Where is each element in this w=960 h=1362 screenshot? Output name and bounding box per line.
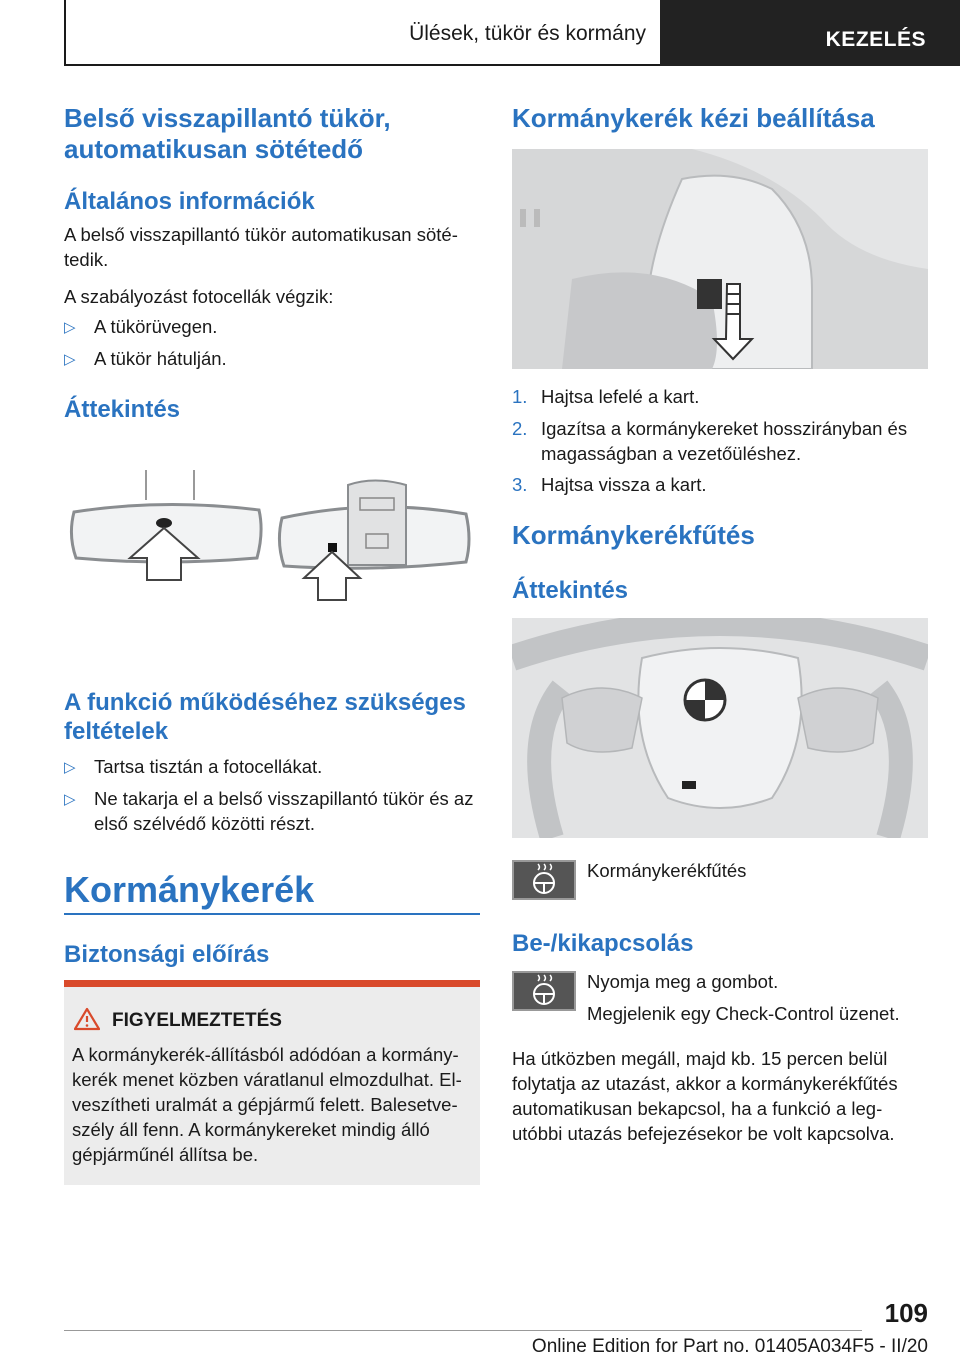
general-text: A belső visszapillantó tükör automatikusan sötétedik. (64, 224, 458, 270)
overview-heading: Áttekintés (64, 396, 181, 423)
control-text: A szabályozást fotocellák végzik: (64, 286, 334, 307)
steering-column-illustration (512, 149, 928, 369)
step-text: Hajtsa vissza a kart. (541, 474, 707, 495)
step-number: 1. (512, 386, 528, 407)
photocell-front (156, 518, 172, 528)
list-item: A tükörüvegen. (94, 316, 218, 337)
steering-heating-icon (512, 860, 576, 900)
bullet-icon: ▷ (64, 791, 76, 808)
manual-adjust-heading: Kormánykerék kézi beállítása (512, 103, 875, 133)
footer-rule (64, 1330, 862, 1331)
onoff-paragraph: Ha útközben megáll, majd kb. 15 percen belül folytatja az utazást, akkor a kormánykerékfűtés automatikusan bekapcsol, ha a funkció a legutóbbi utazás befejezésekor be volt kapcsolva. (512, 1048, 898, 1144)
chapter-tab (660, 0, 960, 66)
heading-rule (64, 913, 480, 915)
section-title: Ülések, tükör és kormány (409, 22, 646, 45)
onoff-text-2: Megjelenik egy Check-Control üzenet. (587, 1003, 900, 1024)
mirror-title: Belső visszapillantó tükör, automatikusan sötétedő (64, 103, 391, 164)
step-number: 2. (512, 418, 528, 439)
wheel-heading: Kormánykerék (64, 869, 315, 910)
step-number: 3. (512, 474, 528, 495)
step-text: Igazítsa a kormánykereket hosszirányban és magasságban a vezetőüléshez. (541, 418, 908, 464)
warning-title: FIGYELMEZTETÉS (112, 1010, 282, 1031)
mirror-illustration (64, 470, 480, 620)
page-number: 109 (884, 1298, 928, 1328)
photocell-rear (328, 543, 337, 552)
onoff-text-1: Nyomja meg a gombot. (587, 971, 779, 992)
safety-heading: Biztonsági előírás (64, 941, 270, 968)
warning-text: A kormánykerék-állításból adódóan a kormánykerék menet közben váratlanul elmozdulhat. Elveszítheti uralmát a gépjármű felett. Balesetveszély áll fenn. A kormánykereket mindig álló gépjárműnél állítsa be. (72, 1044, 462, 1165)
bullet-icon: ▷ (64, 319, 76, 336)
list-item: Ne takarja el a belső visszapillantó tükör és az első szélvédő közötti részt. (94, 788, 474, 834)
bullet-icon: ▷ (64, 759, 76, 776)
general-heading: Általános információk (64, 188, 315, 215)
step-text: Hajtsa lefelé a kart. (541, 386, 700, 407)
conditions-heading: A funkció működéséhez szükséges feltételek (64, 689, 466, 745)
warning-icon (74, 1007, 100, 1031)
list-item: Tartsa tisztán a fotocellákat. (94, 756, 323, 777)
heating-heading: Kormánykerékfűtés (512, 520, 755, 550)
header-rule-bottom (64, 64, 660, 66)
heating-icon-label: Kormánykerékfűtés (587, 860, 747, 881)
heating-overview-heading: Áttekintés (512, 577, 629, 604)
edition-note: Online Edition for Part no. 01405A034F5 - II/20 (531, 1336, 928, 1357)
onoff-heading: Be-/kikapcsolás (512, 930, 694, 957)
warning-box (64, 980, 480, 1185)
chapter-tab-label: KEZELÉS (825, 28, 926, 51)
bullet-icon: ▷ (64, 351, 76, 368)
steering-wheel-illustration (512, 618, 928, 838)
list-item: A tükör hátulján. (94, 348, 227, 369)
steering-heating-button-icon (512, 971, 576, 1011)
